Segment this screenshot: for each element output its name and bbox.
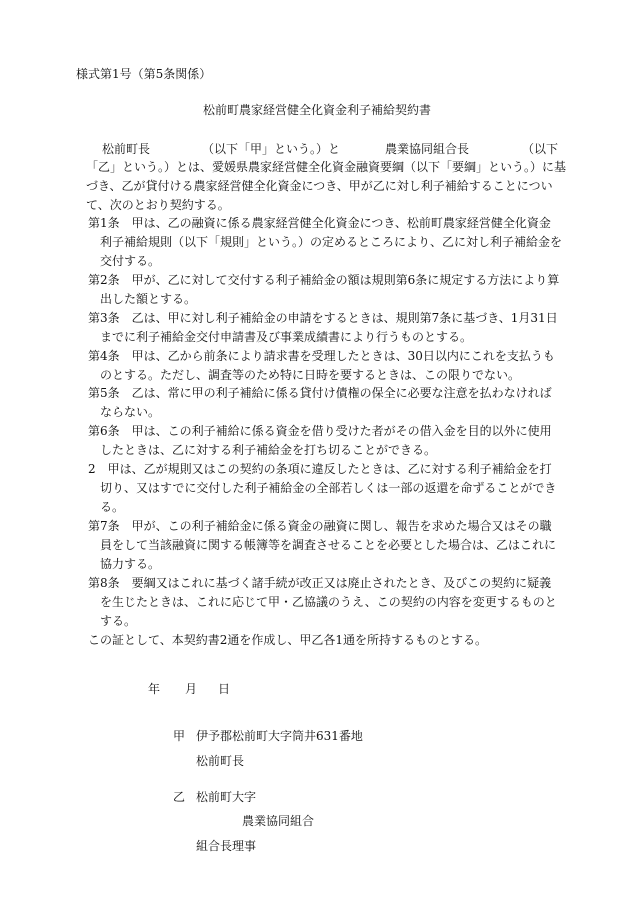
party-b-org: 農業協同組合 bbox=[242, 814, 315, 828]
form-number: 様式第1号（第5条関係） bbox=[76, 67, 212, 81]
article-line: 利子補給規則（以下「規則」という。）の定めるところにより、乙に対し利子補給金を bbox=[100, 235, 563, 249]
party-b-address: 松前町大字 bbox=[196, 790, 257, 804]
preamble-line: 「乙」という。）とは、愛媛県農家経営健全化資金融資要綱（以下「要綱」という。）に基 bbox=[86, 160, 567, 174]
article-line: 第8条 要綱又はこれに基づく諸手続が改正又は廃止されたとき、及びこの契約に疑義 bbox=[88, 576, 552, 590]
article-line: までに利子補給金交付申請書及び事業成績書により行うものとする。 bbox=[100, 330, 473, 344]
article-line: る。 bbox=[100, 500, 125, 514]
article-line: する。 bbox=[100, 614, 137, 628]
party-b-title: 組合長理事 bbox=[196, 839, 257, 853]
article-line: 第5条 乙は、常に甲の利子補給に係る貸付け債権の保全に必要な注意を払わなければ bbox=[88, 386, 552, 400]
party-a: 松前町長 bbox=[102, 142, 151, 156]
article-line: 第2条 甲が、乙に対して交付する利子補給金の額は規則第6条に規定する方法により算 bbox=[88, 273, 560, 287]
document-title: 松前町農家経営健全化資金利子補給契約書 bbox=[203, 103, 432, 117]
party-b: 農業協同組合長 bbox=[385, 142, 470, 156]
article-line: 協力する。 bbox=[100, 557, 161, 571]
party-a-mark: 甲 bbox=[173, 729, 186, 743]
article-line: のとする。ただし、調査等のため特に日時を要するときは、この限りでない。 bbox=[100, 368, 521, 382]
preamble-line: づき、乙が貸付ける農家経営健全化資金につき、甲が乙に対し利子補給することについ bbox=[86, 179, 553, 193]
article-line: 第1条 甲は、乙の融資に係る農家経営健全化資金につき、松前町農家経営健全化資金 bbox=[88, 216, 551, 230]
preamble-line: て、次のとおり契約する。 bbox=[86, 198, 230, 212]
article-line: 第7条 甲が、この利子補給金に係る資金の融資に関し、報告を求めた場合又はその職 bbox=[88, 519, 552, 533]
party-a-title: 松前町長 bbox=[196, 754, 245, 768]
article-line: 出した額とする。 bbox=[100, 292, 197, 306]
party-a-address: 伊予郡松前町大字筒井631番地 bbox=[196, 729, 363, 743]
article-line: 第6条 甲は、この利子補給に係る資金を借り受けた者がその借入金を目的以外に使用 bbox=[88, 424, 552, 438]
article-line: 2 甲は、乙が規則又はこの契約の条項に違反したときは、乙に対する利子補給金を打 bbox=[88, 462, 552, 476]
date-month: 月 bbox=[185, 682, 198, 696]
article-line: 第4条 甲は、乙から前条により請求書を受理したときは、30日以内にこれを支払うも bbox=[88, 349, 555, 363]
closing-statement: この証として、本契約書2通を作成し、甲乙各1通を所持するものとする。 bbox=[88, 633, 488, 647]
party-b-mark: 乙 bbox=[173, 790, 186, 804]
article-line: 交付する。 bbox=[100, 254, 161, 268]
date-year: 年 bbox=[148, 682, 161, 696]
article-line: 第3条 乙は、甲に対し利子補給金の申請をするときは、規則第7条に基づき、1月31日 bbox=[88, 311, 558, 325]
article-line: を生じたときは、これに応じて甲・乙協議のうえ、この契約の内容を変更するものと bbox=[100, 595, 557, 609]
date-day: 日 bbox=[218, 682, 231, 696]
article-line: ならない。 bbox=[100, 405, 161, 419]
article-line: 員をして当該融資に関する帳簿等を調査させることを必要とした場合は、乙はこれに bbox=[100, 538, 557, 552]
party-b-suffix: （以下 bbox=[522, 142, 559, 156]
party-a-suffix: （以下「甲」という。）と bbox=[202, 142, 341, 156]
article-line: 切り、又はすでに交付した利子補給金の全部若しくは一部の返還を命ずることができ bbox=[100, 481, 557, 495]
article-line: したときは、乙に対する利子補給金を打ち切ることができる。 bbox=[100, 443, 437, 457]
